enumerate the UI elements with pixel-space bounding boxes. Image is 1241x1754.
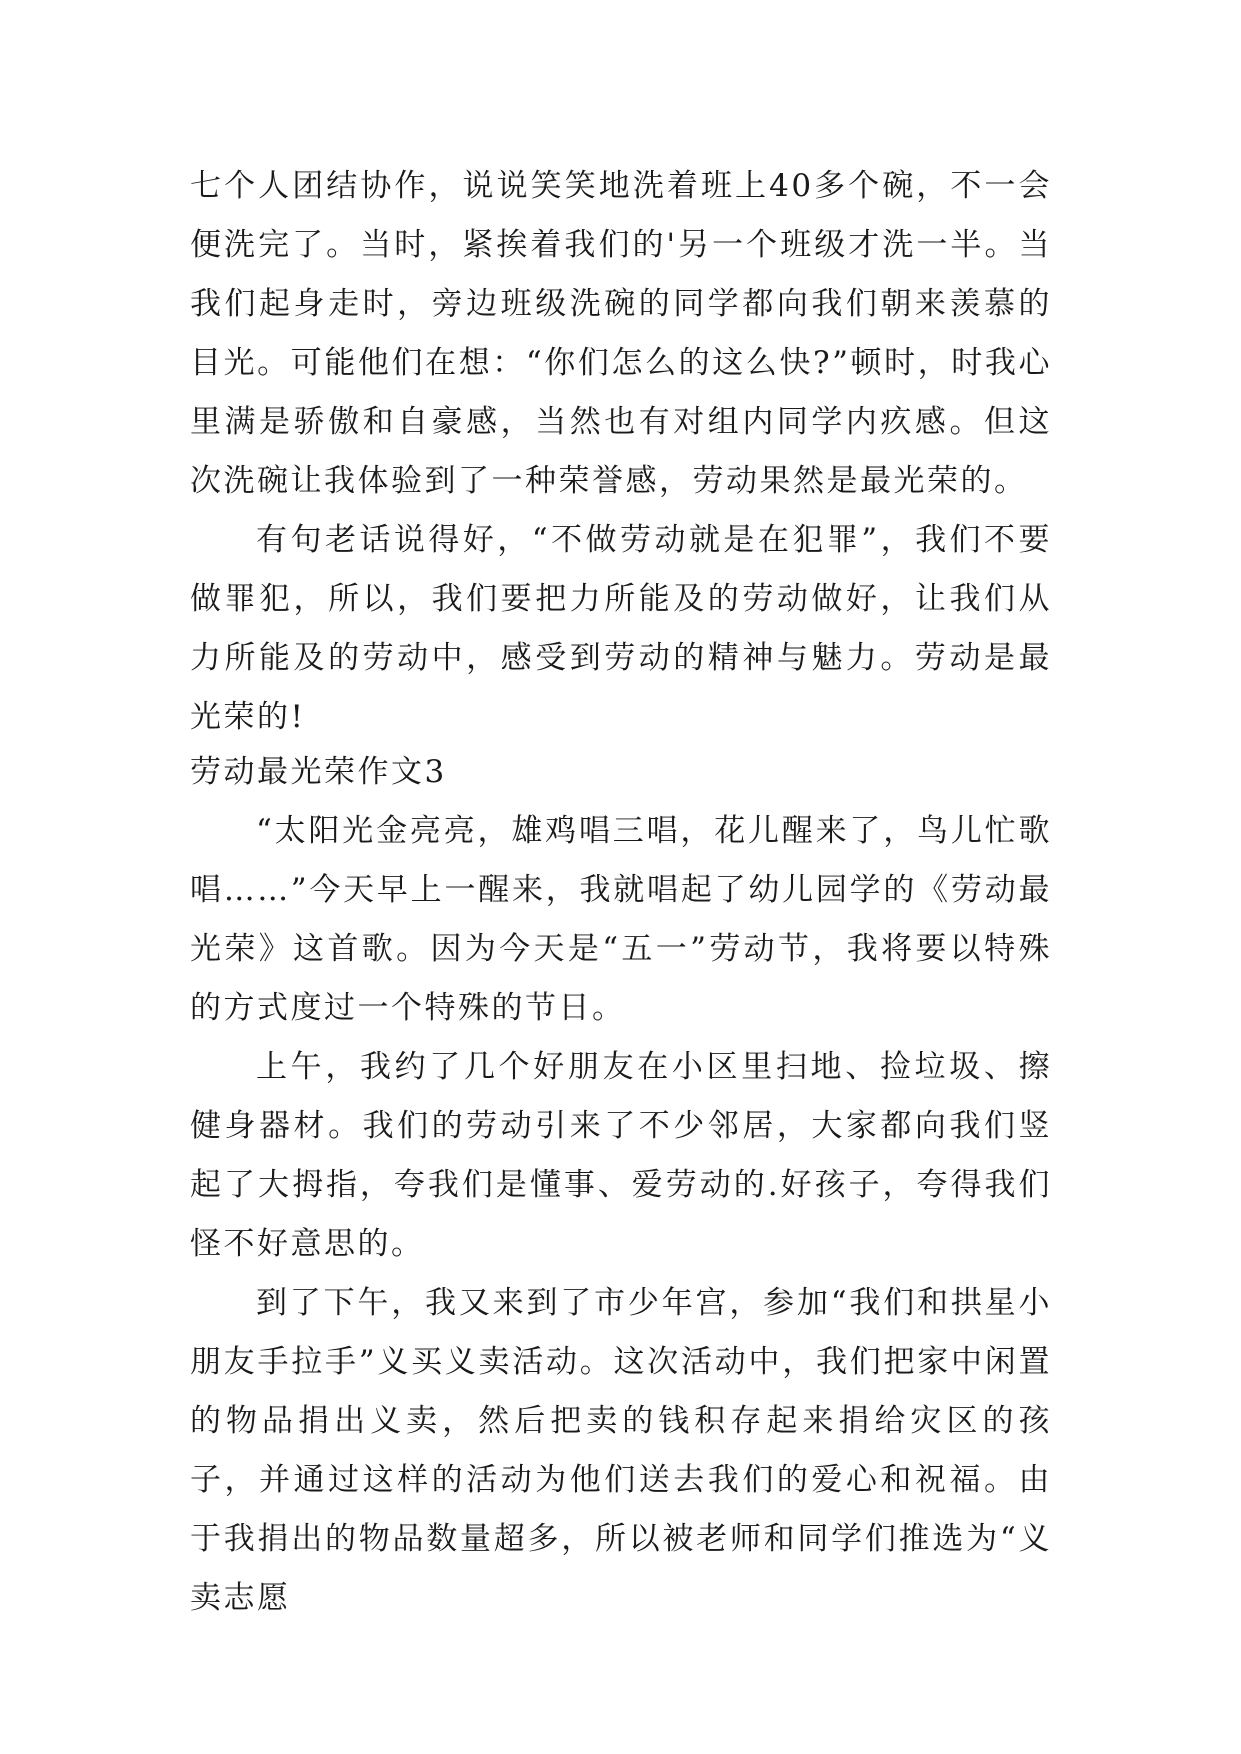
essay-body-part-1	[190, 157, 1052, 747]
paragraph-song: “太阳光金亮亮，雄鸡唱三唱，花儿醒来了，鸟儿忙歌唱……”今天早上一醒来，我就唱起了幼儿园学的《劳动最光荣》这首歌。因为今天是“五一”劳动节，我将要以特殊的方式度过一个特殊的节日。	[190, 813, 1052, 1026]
essay-body-part-2	[190, 743, 1052, 1628]
paragraph-afternoon: 到了下午，我又来到了市少年宫，参加“我们和拱星小朋友手拉手”义买义卖活动。这次活动中，我们把家中闲置的物品捐出义卖，然后把卖的钱积存起来捐给灾区的孩子，并通过这样的活动为他们送去我们的爱心和祝福。由于我捐出的物品数量超多，所以被老师和同学们推选为“义卖志愿	[190, 1285, 1052, 1616]
paragraph-old-saying: 有句老话说得好，“不做劳动就是在犯罪”，我们不要做罪犯，所以，我们要把力所能及的劳动做好，让我们从力所能及的劳动中，感受到劳动的精神与魅力。劳动是最光荣的!	[190, 522, 1052, 735]
section-title: 劳动最光荣作文3	[190, 754, 447, 790]
paragraph-washing-bowls: 七个人团结协作，说说笑笑地洗着班上40多个碗，不一会便洗完了。当时，紧挨着我们的'另一个班级才洗一半。当我们起身走时，旁边班级洗碗的同学都向我们朝来羡慕的目光。可能他们在想：“你们怎么的这么快?”顿时，时我心里满是骄傲和自豪感，当然也有对组内同学内疚感。但这次洗碗让我体验到了一种荣誉感，劳动果然是最光荣的。	[190, 168, 1052, 499]
paragraph-morning: 上午，我约了几个好朋友在小区里扫地、捡垃圾、擦健身器材。我们的劳动引来了不少邻居，大家都向我们竖起了大拇指，夸我们是懂事、爱劳动的.好孩子，夸得我们怪不好意思的。	[190, 1049, 1052, 1262]
